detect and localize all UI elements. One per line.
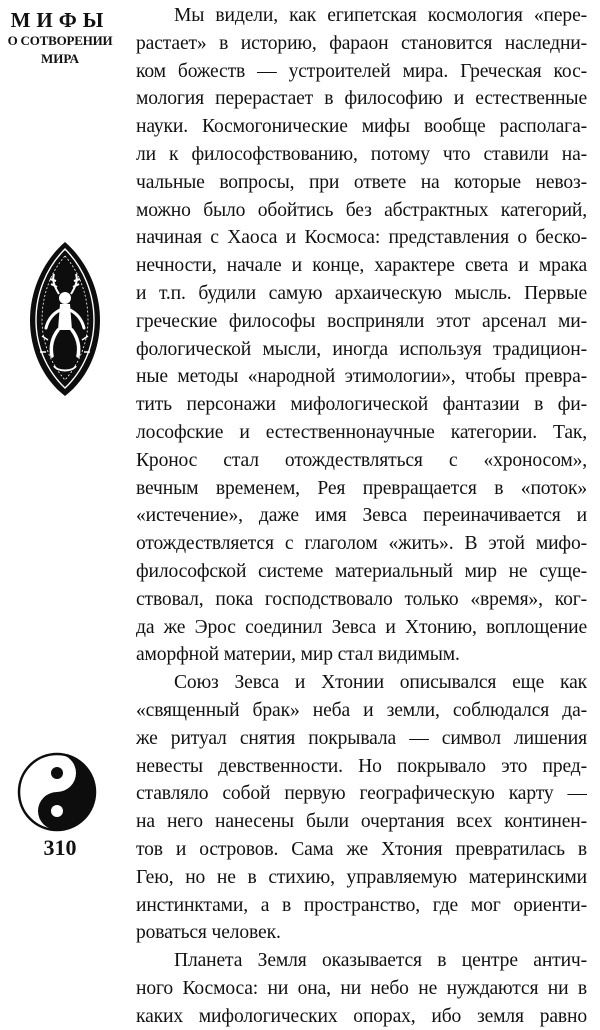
text-line: тов и островов. Сама же Хтония превратилась в [136, 838, 587, 860]
text-line: Мы видели, как египетская космология «пере- [174, 5, 587, 26]
text-line: растает» в историю, фараон становится наследни- [136, 32, 587, 54]
text-line: отождествляется с глаголом «жить». В этой мифо- [136, 533, 587, 555]
text-line: ставляло собой первую географическую карту — [136, 783, 587, 805]
running-header [4, 8, 116, 68]
text-line: невесты девственности. Но покрывало это пред- [136, 755, 587, 777]
text-line: инстинктами, а в пространство, где мог ориенти- [136, 894, 587, 916]
yin-yang-symbol [17, 752, 97, 832]
text-line: ли к философствованию, потому что ставили на- [136, 143, 587, 165]
running-header-subtitle-line1: О СОТВОРЕНИИ [7, 33, 113, 48]
text-line: Гею, но не в стихию, управляемую материнскими [136, 866, 587, 888]
running-header-subtitle-line2: МИРА [40, 51, 80, 66]
text-line: лософские и естественнонаучные категории. Так, [136, 421, 587, 443]
body-text [136, 2, 587, 1030]
text-line: ного Космоса: ни она, ни небо не нуждаются ни в [136, 977, 587, 999]
text-line: мология перерастает в философию и естественные [136, 88, 587, 110]
text-line: греческие философы восприняли этот арсенал ми- [136, 310, 587, 332]
text-line: роваться человек. [136, 922, 281, 944]
text-line: Планета Земля оказывается в центре антич- [174, 950, 587, 972]
page-number: 310 [43, 835, 77, 860]
text-line: ствовал, пока господствовало только «время», ког- [136, 588, 587, 610]
text-line: науки. Космогонические мифы вообще располага- [136, 116, 587, 138]
text-line: Кронос стал отождествляться с «хроносом», [136, 449, 587, 471]
text-line: тить персонажи мифологической фантазии в фи- [136, 394, 587, 416]
text-line: аморфной материи, мир стал видимым. [136, 644, 460, 666]
text-line: вечным временем, Рея превращается в «поток» [136, 477, 587, 499]
text-line: можно было обойтись без абстрактных категорий, [136, 199, 587, 221]
text-line: фологической мысли, иногда используя традицион- [136, 338, 587, 360]
text-line: же ритуал снятия покрывала — символ лишения [136, 727, 587, 749]
text-line: да же Эрос соединил Зевса и Хтонию, воплощение [136, 616, 587, 638]
text-line: нечности, начале и конце, характере света и мрака [136, 255, 587, 277]
text-line: ные методы «народной этимологии», чтобы превра- [136, 366, 587, 388]
text-line: «священный брак» неба и земли, соблюдался да- [136, 699, 587, 721]
text-line: начиная с Хаоса и Космоса: представления о беско- [136, 227, 587, 249]
ornamental-seal-figure [28, 240, 102, 398]
text-line: чальные вопросы, при ответе на которые невоз- [136, 171, 587, 193]
text-line: на него нанесены были очертания всех континен- [136, 811, 587, 833]
text-line: и т.п. будили самую архаическую мысль. Первые [136, 282, 587, 304]
text-line: каких мифологических опорах, ибо земля равно [136, 1005, 587, 1027]
text-line: ком божеств — устроителей мира. Греческая кос- [136, 60, 587, 82]
text-line: «истечение», даже имя Зевса переиначивается и [136, 505, 587, 527]
text-line: Союз Зевса и Хтонии описывался еще как [174, 672, 587, 694]
text-line: философской системе материальный мир не суще- [136, 560, 587, 582]
running-header-title: МИФЫ [10, 8, 110, 32]
